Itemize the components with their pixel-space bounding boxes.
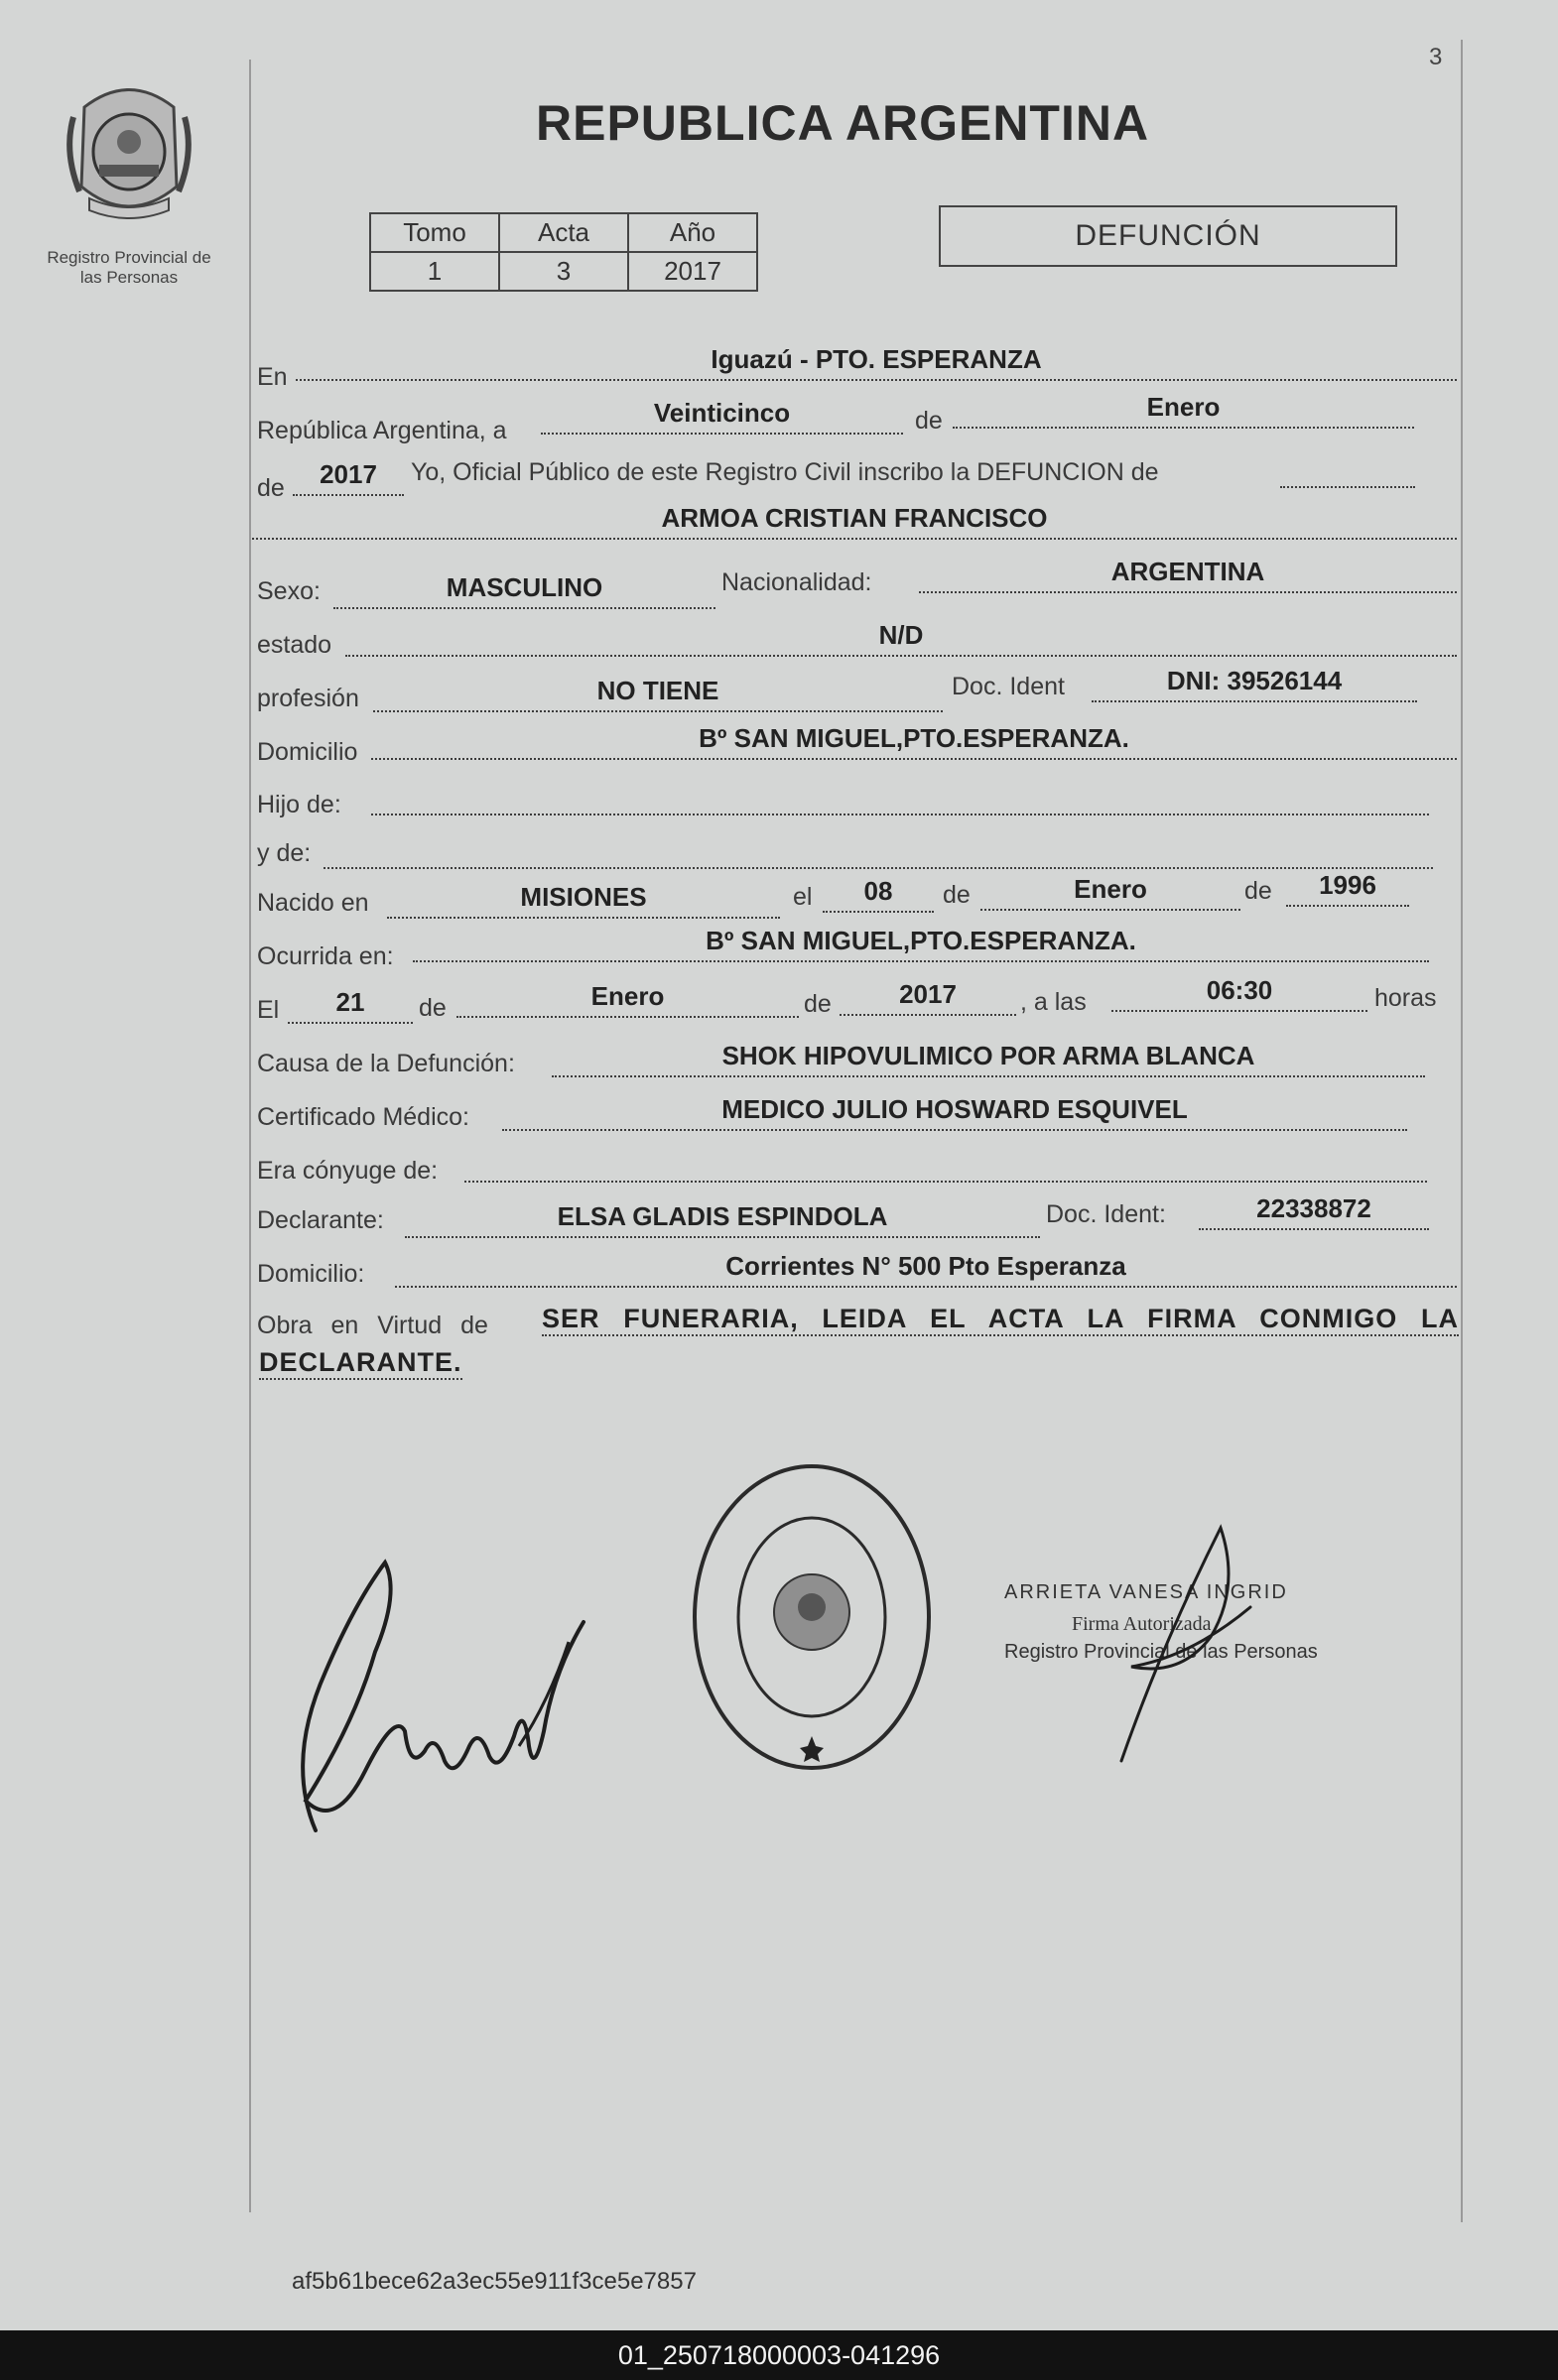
- domicilio-label: Domicilio: [257, 738, 358, 766]
- death-month-field: [456, 981, 799, 1018]
- birth-month-value: Enero: [1074, 874, 1147, 904]
- nacionalidad-value: ARGENTINA: [1110, 557, 1265, 586]
- ocurrida-label: Ocurrida en:: [257, 942, 394, 970]
- causa-value: SHOK HIPOVULIMICO POR ARMA BLANCA: [721, 1041, 1255, 1070]
- document-title: REPUBLICA ARGENTINA: [536, 95, 1150, 151]
- domicilio2-field: [395, 1251, 1457, 1288]
- acta-value: 3: [499, 252, 628, 291]
- day-value: Veinticinco: [653, 398, 791, 428]
- nacionalidad-label: Nacionalidad:: [721, 568, 872, 596]
- estado-field: [345, 620, 1457, 657]
- declarante-value: ELSA GLADIS ESPINDOLA: [557, 1201, 888, 1231]
- acta-header: Acta: [499, 213, 628, 252]
- conyuge-label: Era cónyuge de:: [257, 1157, 439, 1185]
- certificado-value: MEDICO JULIO HOSWARD ESQUIVEL: [721, 1094, 1188, 1124]
- republica-label: República Argentina, a: [257, 417, 507, 444]
- death-time-value: 06:30: [1206, 975, 1273, 1005]
- official-name: ARRIETA VANESA INGRID: [1004, 1581, 1288, 1603]
- org-line-2: las Personas: [79, 268, 179, 287]
- doc-ident-field: [1092, 666, 1417, 702]
- declarante-field: [405, 1201, 1040, 1238]
- sexo-field: [333, 572, 715, 609]
- estado-label: estado: [257, 631, 332, 659]
- certificado-label: Certificado Médico:: [257, 1103, 469, 1131]
- record-type-box: DEFUNCIÓN: [939, 205, 1397, 267]
- name-field: [252, 503, 1457, 540]
- org-line-1: Registro Provincial de: [47, 248, 211, 267]
- de-label-5: de: [419, 994, 447, 1022]
- registry-value-row: [370, 252, 757, 291]
- death-day-field: [288, 987, 413, 1024]
- de-label-2: de: [257, 474, 285, 502]
- right-margin-line: [1461, 40, 1463, 2222]
- estado-value: N/D: [878, 620, 924, 650]
- domicilio2-label: Domicilio:: [257, 1260, 365, 1288]
- horas-label: horas: [1374, 984, 1437, 1012]
- doc-ident-label: Doc. Ident: [952, 673, 1065, 700]
- sexo-value: MASCULINO: [446, 572, 603, 602]
- alas-label: , a las: [1020, 988, 1087, 1016]
- month-field: [953, 392, 1414, 429]
- nacido-value: MISIONES: [520, 882, 647, 912]
- el-label: el: [793, 883, 813, 911]
- declarante-label: Declarante:: [257, 1206, 384, 1234]
- document-hash: af5b61bece62a3ec55e911f3ce5e7857: [292, 2268, 697, 2295]
- obra-value-line-2: DECLARANTE.: [259, 1347, 462, 1380]
- birth-year-value: 1996: [1319, 870, 1376, 900]
- oficial-trailing-line: [1280, 456, 1415, 488]
- year-field: [293, 459, 404, 496]
- domicilio2-value: Corrientes N° 500 Pto Esperanza: [725, 1251, 1126, 1281]
- doc2-field: [1199, 1193, 1429, 1230]
- death-day-value: 21: [335, 987, 365, 1017]
- official-office: Registro Provincial de las Personas: [1004, 1641, 1318, 1663]
- month-value: Enero: [1146, 392, 1221, 422]
- registry-header-row: [370, 213, 757, 252]
- registry-table: [369, 212, 758, 292]
- birth-month-field: [980, 874, 1240, 911]
- anio-header: Año: [628, 213, 757, 252]
- en-field: [296, 344, 1457, 381]
- birth-year-field: [1286, 870, 1409, 907]
- tomo-header: Tomo: [370, 213, 499, 252]
- en-label: En: [257, 363, 288, 391]
- doc-ident-value: DNI: 39526144: [1166, 666, 1343, 695]
- nacido-label: Nacido en: [257, 889, 369, 917]
- birth-day-field: [823, 876, 934, 913]
- de-label-4: de: [1244, 877, 1272, 905]
- death-year-field: [840, 979, 1016, 1016]
- day-field: [541, 398, 903, 435]
- profesion-field: [373, 676, 943, 712]
- obra-value-line-1: SER FUNERARIA, LEIDA EL ACTA LA FIRMA CONMIGO LA: [542, 1304, 1459, 1336]
- nacionalidad-field: [919, 557, 1457, 593]
- official-role: Firma Autorizada: [1072, 1613, 1212, 1635]
- hijo-field: [371, 784, 1429, 815]
- yde-field: [324, 837, 1433, 869]
- de-label-1: de: [915, 407, 943, 435]
- en-value: Iguazú - PTO. ESPERANZA: [711, 344, 1042, 374]
- de-label-3: de: [943, 881, 971, 909]
- death-year-value: 2017: [899, 979, 957, 1009]
- misiones-seal-logo: [60, 77, 198, 226]
- hijo-label: Hijo de:: [257, 791, 341, 818]
- el2-label: El: [257, 996, 280, 1024]
- official-stamp: [683, 1458, 941, 1786]
- de-label-6: de: [804, 990, 832, 1018]
- doc2-value: 22338872: [1256, 1193, 1371, 1223]
- causa-field: [552, 1041, 1425, 1077]
- registry-organization: [30, 248, 228, 288]
- birth-day-value: 08: [863, 876, 893, 906]
- profesion-label: profesión: [257, 685, 359, 712]
- official-signature: [1102, 1508, 1320, 1766]
- conyuge-field: [464, 1151, 1427, 1183]
- anio-value: 2017: [628, 252, 757, 291]
- ocurrida-value: Bº SAN MIGUEL,PTO.ESPERANZA.: [706, 926, 1136, 955]
- sexo-label: Sexo:: [257, 577, 321, 605]
- domicilio-value: Bº SAN MIGUEL,PTO.ESPERANZA.: [699, 723, 1129, 753]
- footer-id-bar: 01_250718000003-041296: [0, 2330, 1558, 2380]
- certificado-field: [502, 1094, 1407, 1131]
- year-value: 2017: [320, 459, 377, 489]
- domicilio-field: [371, 723, 1457, 760]
- death-time-field: [1111, 975, 1367, 1012]
- doc2-label: Doc. Ident:: [1046, 1200, 1166, 1228]
- tomo-value: 1: [370, 252, 499, 291]
- oficial-statement: Yo, Oficial Público de este Registro Civil inscribo la DEFUNCION de: [411, 458, 1159, 486]
- left-margin-line: [249, 60, 251, 2212]
- declarant-signature: [276, 1533, 593, 1840]
- nacido-field: [387, 882, 780, 919]
- death-month-value: Enero: [590, 981, 665, 1011]
- page-number: 3: [1429, 44, 1443, 70]
- profesion-value: NO TIENE: [596, 676, 719, 705]
- yde-label: y de:: [257, 839, 312, 867]
- obra-label: Obra en Virtud de: [257, 1312, 488, 1339]
- deceased-name-value: ARMOA CRISTIAN FRANCISCO: [661, 503, 1048, 533]
- ocurrida-field: [413, 926, 1429, 962]
- causa-label: Causa de la Defunción:: [257, 1050, 515, 1077]
